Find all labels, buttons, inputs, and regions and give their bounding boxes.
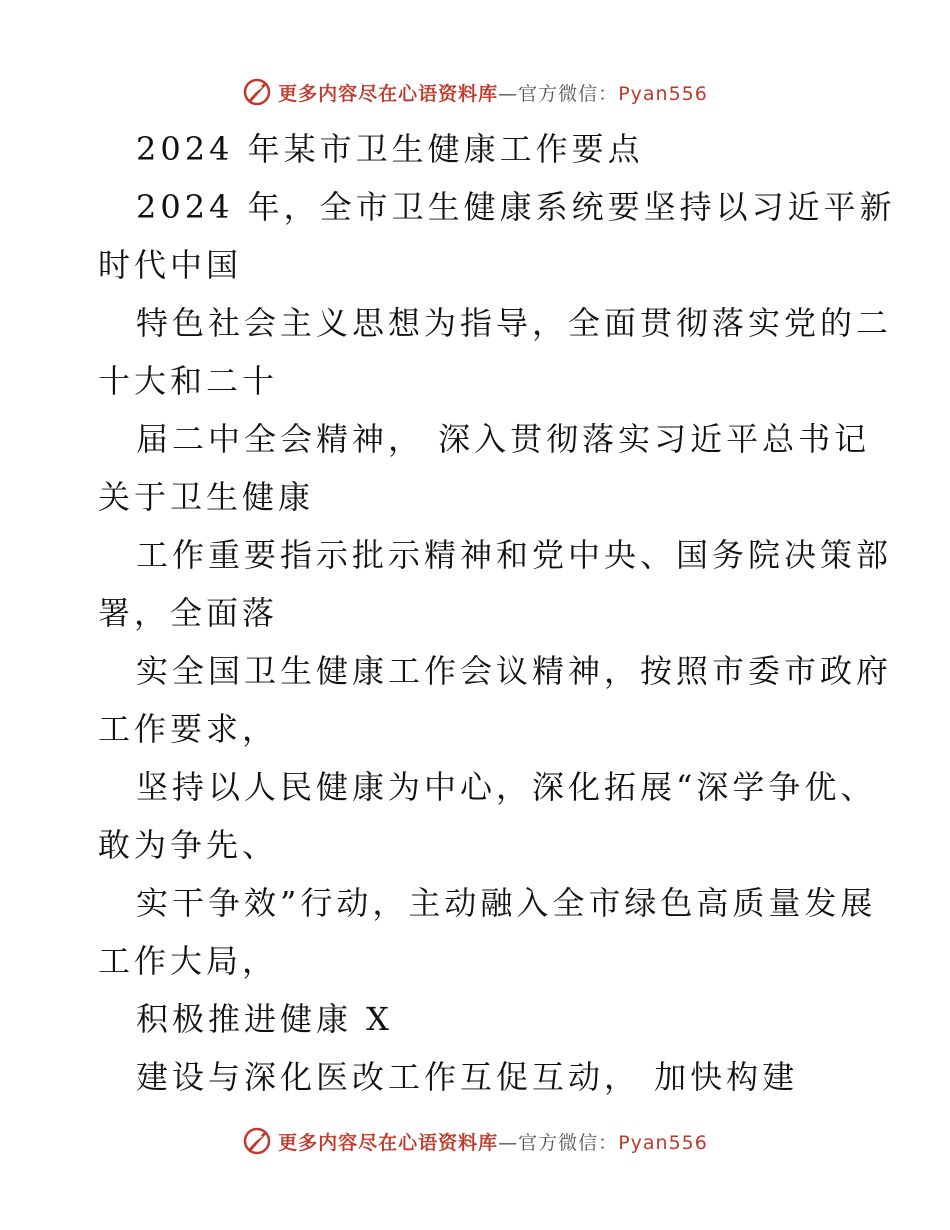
- document-line: 特色社会主义思想为指导，全面贯彻落实党的二: [136, 304, 893, 342]
- document-line: 署，全面落: [98, 594, 279, 632]
- watermark-text: [278, 79, 708, 106]
- document-line: 时代中国: [98, 246, 243, 284]
- watermark-separator: —: [498, 82, 519, 105]
- document-line: 届二中全会精神， 深入贯彻落实习近平总书记: [136, 420, 871, 458]
- watermark-wechat-label: 官方微信：: [518, 82, 619, 105]
- footer-watermark: [0, 1121, 950, 1161]
- watermark-site-text: 更多内容尽在心语资料库: [278, 82, 499, 105]
- watermark-wechat-label: 官方微信：: [518, 1131, 619, 1154]
- document-line: 建设与深化医改工作互促互动， 加快构建: [136, 1058, 799, 1096]
- document-line: 实全国卫生健康工作会议精神，按照市委市政府: [136, 652, 893, 690]
- document-line: 工作要求，: [98, 710, 279, 748]
- watermark-text: [278, 1128, 708, 1155]
- document-line: 实干争效”行动，主动融入全市绿色高质量发展: [136, 884, 877, 922]
- document-line: 2024 年某市卫生健康工作要点: [136, 130, 644, 168]
- document-line: 关于卫生健康: [98, 478, 315, 516]
- document-line: 积极推进健康 X: [136, 1000, 393, 1038]
- document-line: 坚持以人民健康为中心，深化拓展“深学争优、: [136, 768, 877, 806]
- document-line: 工作重要指示批示精神和党中央、国务院决策部: [136, 536, 893, 574]
- watermark-wechat-id: Pyan556: [618, 1131, 708, 1154]
- watermark-site-text: 更多内容尽在心语资料库: [278, 1131, 499, 1154]
- header-watermark: [0, 72, 950, 112]
- document-line: 工作大局，: [98, 942, 279, 980]
- document-body: [98, 120, 896, 1106]
- document-line: 十大和二十: [98, 362, 279, 400]
- document-line: 2024 年，全市卫生健康系统要坚持以习近平新: [136, 188, 896, 226]
- watermark-separator: —: [498, 1131, 519, 1154]
- quill-logo-icon: [242, 1126, 272, 1156]
- watermark-wechat-id: Pyan556: [618, 82, 708, 105]
- document-line: 敢为争先、: [98, 826, 279, 864]
- quill-logo-icon: [242, 77, 272, 107]
